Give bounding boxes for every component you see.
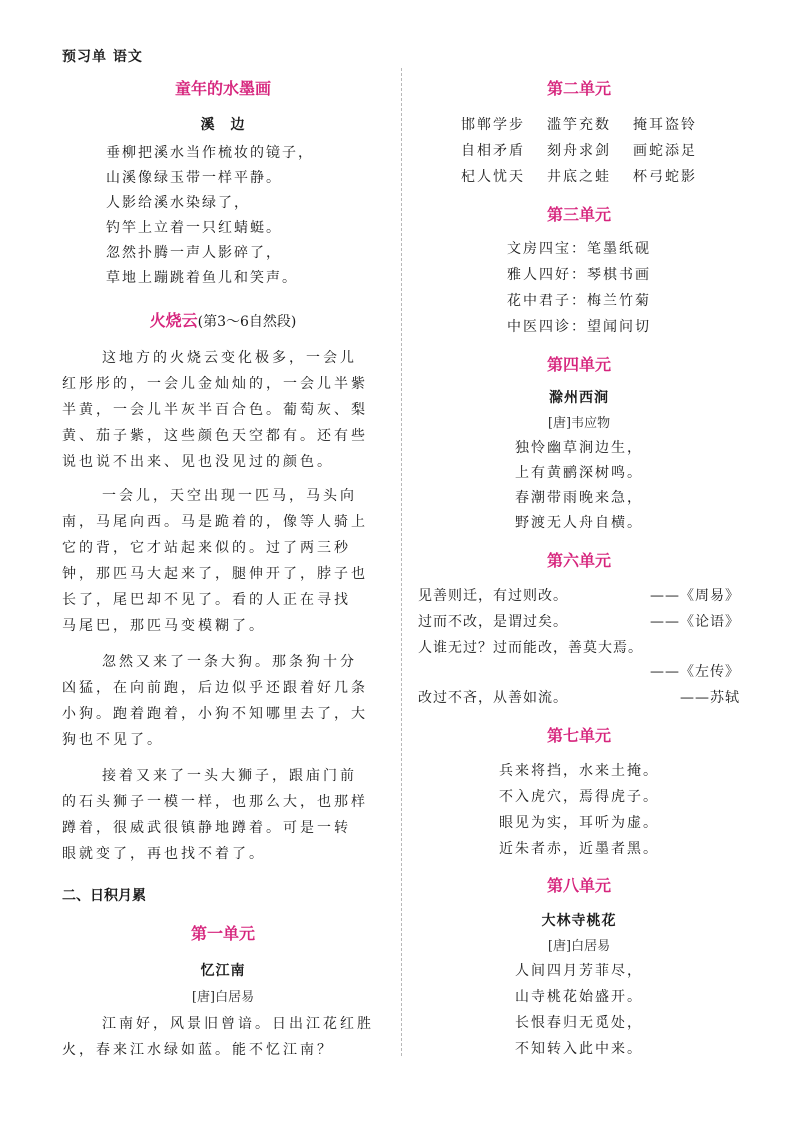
- unit-title-6: 第六单元: [546, 551, 611, 570]
- idiom-row: [418, 114, 740, 134]
- phrase-line: 花中君子：梅兰竹菊: [507, 293, 651, 309]
- poem-line: 野渡无人舟自横。: [515, 515, 643, 531]
- unit-title-4: 第四单元: [546, 355, 611, 374]
- paragraph-line: 凶猛，在向前跑，后边似乎还跟着好几条: [62, 680, 368, 696]
- section-heading-rijiyuelei: 二、日积月累: [62, 888, 146, 904]
- paragraph-line: 南，马尾向西。马是跪着的，像等人骑上: [62, 514, 368, 530]
- poem-title-xibian: 溪 边: [200, 117, 246, 133]
- quote-source: ——《左传》: [650, 664, 740, 680]
- proverb-line: 兵来将挡，水来土掩。: [499, 763, 659, 779]
- idiom-row: [418, 166, 740, 186]
- idiom: 邯郸学步: [461, 117, 525, 133]
- poem-line: 独怜幽草涧边生，: [515, 440, 643, 456]
- proverb-line: 近朱者赤，近墨者黑。: [499, 841, 659, 857]
- paragraph-line: 红彤彤的，一会儿金灿灿的，一会儿半紫: [62, 376, 368, 392]
- poem-title-dalinsi: 大林寺桃花: [541, 913, 617, 929]
- paragraph-line: 一会儿，天空出现一匹马，马头向: [102, 488, 357, 504]
- unit-title-7: 第七单元: [546, 726, 611, 745]
- idiom-row: [418, 140, 740, 160]
- poem-line: 人间四月芳菲尽，: [515, 963, 643, 979]
- proverb-line: 不入虎穴，焉得虎子。: [499, 789, 659, 805]
- unit-title-3: 第三单元: [546, 205, 611, 224]
- idiom: 井底之蛙: [547, 169, 611, 185]
- poem-title-yijiangnan: 忆江南: [200, 963, 246, 979]
- poem-line: 长恨春归无觅处，: [515, 1015, 643, 1031]
- unit-title-8: 第八单元: [546, 876, 611, 895]
- poem-line: 山寺桃花始盛开。: [515, 989, 643, 1005]
- poem-line: 山溪像绿玉带一样平静。: [106, 170, 282, 186]
- quote-row: [418, 585, 740, 605]
- paragraph-line: 这地方的火烧云变化极多，一会儿: [102, 350, 357, 366]
- quote-text: 过而不改，是谓过矣。: [418, 614, 568, 630]
- poem-line: 江南好，风景旧曾谙。日出江花红胜: [102, 1016, 374, 1032]
- huoshaoyun-subtitle: (第3～6自然段): [197, 314, 297, 330]
- idiom: 滥竽充数: [547, 117, 611, 133]
- poem-line: 草地上蹦跳着鱼儿和笑声。: [106, 270, 298, 286]
- quote-text: 见善则迁，有过则改。: [418, 588, 568, 604]
- paragraph-line: 它的背，它才站起来似的。过了两三秒: [62, 540, 351, 556]
- poem-line: 火，春来江水绿如蓝。能不忆江南？: [62, 1042, 334, 1058]
- idiom: 刻舟求剑: [547, 143, 611, 159]
- quote-source: ——《周易》: [650, 588, 740, 604]
- phrase-line: 雅人四好：琴棋书画: [507, 267, 651, 283]
- paragraph-line: 忽然又来了一条大狗。那条狗十分: [102, 654, 357, 670]
- poem-author: [唐]白居易: [191, 990, 255, 1005]
- poem-line: 春潮带雨晚来急，: [515, 490, 643, 506]
- phrase-line: 中医四诊：望闻问切: [507, 319, 651, 335]
- paragraph-line: 眼就变了，再也找不着了。: [62, 846, 266, 862]
- poem-line: 垂柳把溪水当作梳妆的镜子，: [106, 145, 314, 161]
- page-header: 预习单 语文: [62, 49, 143, 65]
- section-title-huoshaoyun: [62, 308, 384, 331]
- idiom: 自相矛盾: [461, 143, 525, 159]
- paragraph-line: 长了，尾巴却不见了。看的人正在寻找: [62, 592, 351, 608]
- phrase-line: 文房四宝：笔墨纸砚: [507, 241, 651, 257]
- idiom: 掩耳盗铃: [633, 117, 697, 133]
- paragraph-line: 蹲着，很威武很镇静地蹲着。可是一转: [62, 820, 351, 836]
- quote-row: [418, 611, 740, 631]
- huoshaoyun-title: 火烧云: [149, 311, 198, 330]
- paragraph-line: 的石头狮子一模一样，也那么大，也那样: [62, 794, 368, 810]
- idiom: 画蛇添足: [633, 143, 697, 159]
- poem-line: 不知转入此中来。: [515, 1041, 643, 1057]
- idiom: 杯弓蛇影: [633, 169, 697, 185]
- poem-title-chuzhouxijian: 滁州西涧: [549, 390, 609, 406]
- idiom: 杞人忧天: [461, 169, 525, 185]
- poem-line: 忽然扑腾一声人影碎了，: [106, 245, 282, 261]
- paragraph-line: 说也说不出来、见也没见过的颜色。: [62, 454, 334, 470]
- unit-title-2: 第二单元: [546, 79, 611, 98]
- quote-source: ——苏轼: [680, 690, 740, 706]
- paragraph-line: 钟，那匹马大起来了，腿伸开了，脖子也: [62, 566, 368, 582]
- section-title-tongnian: 童年的水墨画: [174, 79, 271, 98]
- poem-line: 上有黄鹂深树鸣。: [515, 465, 643, 481]
- poem-line: 钓竿上立着一只红蜻蜓。: [106, 220, 282, 236]
- poem-author: [唐]韦应物: [547, 416, 611, 431]
- paragraph-line: 狗也不见了。: [62, 732, 164, 748]
- paragraph-line: 黄、茄子紫，这些颜色天空都有。还有些: [62, 428, 368, 444]
- unit-title-1: 第一单元: [190, 924, 255, 943]
- paragraph-line: 接着又来了一头大狮子，跟庙门前: [102, 768, 357, 784]
- paragraph-line: 马尾巴，那匹马变模糊了。: [62, 618, 266, 634]
- poem-line: 人影给溪水染绿了，: [106, 195, 250, 211]
- quote-row: [418, 687, 740, 707]
- proverb-line: 眼见为实，耳听为虚。: [499, 815, 659, 831]
- paragraph-line: 半黄，一会儿半灰半百合色。葡萄灰、梨: [62, 402, 368, 418]
- quote-text: 人谁无过？过而能改，善莫大焉。: [418, 640, 643, 656]
- paragraph-line: 小狗。跑着跑着，小狗不知哪里去了，大: [62, 706, 368, 722]
- quote-text: 改过不吝，从善如流。: [418, 690, 568, 706]
- quote-source: ——《论语》: [650, 614, 740, 630]
- poem-author: [唐]白居易: [547, 939, 611, 954]
- column-divider: [401, 68, 402, 1056]
